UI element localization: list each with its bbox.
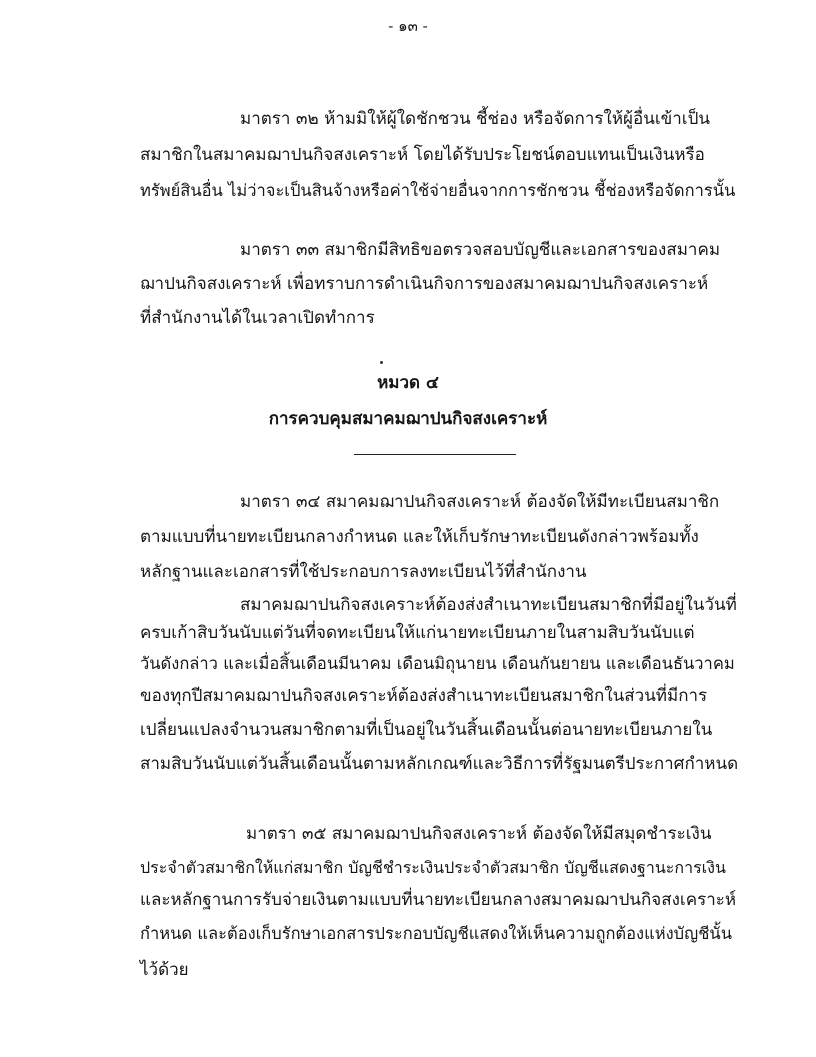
section-34-line-2: ตามแบบที่นายทะเบียนกลางกำหนด และให้เก็บรักษาทะเบียนดังกล่าวพร้อมทั้ง bbox=[140, 527, 699, 547]
chapter-number: หมวด ๔ bbox=[377, 373, 439, 393]
page-number: - ๑๓ - bbox=[388, 17, 428, 35]
section-33-line-3: ที่สำนักงานได้ในเวลาเปิดทำการ bbox=[140, 308, 375, 328]
stray-dot bbox=[380, 361, 383, 364]
section-34-line-1: มาตรา ๓๔ สมาคมฌาปนกิจสงเคราะห์ ต้องจัดให้มีทะเบียนสมาชิก bbox=[240, 492, 720, 512]
section-35-line-2: ประจำตัวสมาชิกให้แก่สมาชิก บัญชีชำระเงินประจำตัวสมาชิก บัญชีแสดงฐานะการเงิน bbox=[140, 858, 726, 877]
chapter-title: การควบคุมสมาคมฌาปนกิจสงเคราะห์ bbox=[268, 409, 548, 429]
section-33-line-1: มาตรา ๓๓ สมาชิกมีสิทธิขอตรวจสอบบัญชีและเอกสารของสมาคม bbox=[240, 240, 721, 260]
section-33-line-2: ฌาปนกิจสงเคราะห์ เพื่อทราบการดำเนินกิจการของสมาคมฌาปนกิจสงเคราะห์ bbox=[140, 274, 709, 294]
section-32-line-2: สมาชิกในสมาคมฌาปนกิจสงเคราะห์ โดยได้รับประโยชน์ตอบแทนเป็นเงินหรือ bbox=[140, 145, 705, 165]
heading-underline bbox=[354, 454, 516, 455]
section-34-line-4: สมาคมฌาปนกิจสงเคราะห์ต้องส่งสำเนาทะเบียนสมาชิกที่มีอยู่ในวันที่ bbox=[240, 595, 737, 615]
section-34-line-6: วันดังกล่าว และเมื่อสิ้นเดือนมีนาคม เดือนมิถุนายน เดือนกันยายน และเดือนธันวาคม bbox=[140, 654, 735, 673]
section-35-line-5: ไว้ด้วย bbox=[140, 960, 189, 980]
section-32-line-3: ทรัพย์สินอื่น ไม่ว่าจะเป็นสินจ้างหรือค่าใช้จ่ายอื่นจากการชักชวน ชี้ช่องหรือจัดการนั้น bbox=[140, 181, 736, 200]
section-34-line-5: ครบเก้าสิบวันนับแต่วันที่จดทะเบียนให้แก่นายทะเบียนภายในสามสิบวันนับแต่ bbox=[140, 623, 695, 643]
section-35-line-3: และหลักฐานการรับจ่ายเงินตามแบบที่นายทะเบียนกลางสมาคมฌาปนกิจสงเคราะห์ bbox=[140, 890, 737, 910]
section-32-line-1: มาตรา ๓๒ ห้ามมิให้ผู้ใดชักชวน ชี้ช่อง หรือจัดการให้ผู้อื่นเข้าเป็น bbox=[240, 109, 711, 129]
section-34-line-7: ของทุกปีสมาคมฌาปนกิจสงเคราะห์ต้องส่งสำเนาทะเบียนสมาชิกในส่วนที่มีการ bbox=[140, 686, 708, 706]
section-35-line-1: มาตรา ๓๕ สมาคมฌาปนกิจสงเคราะห์ ต้องจัดให้มีสมุดชำระเงิน bbox=[246, 824, 712, 844]
section-34-line-9: สามสิบวันนับแต่วันสิ้นเดือนนั้นตามหลักเกณฑ์และวิธีการที่รัฐมนตรีประกาศกำหนด bbox=[140, 754, 739, 774]
section-35-line-4: กำหนด และต้องเก็บรักษาเอกสารประกอบบัญชีแสดงให้เห็นความถูกต้องแห่งบัญชีนั้น bbox=[140, 924, 732, 943]
section-34-line-3: หลักฐานและเอกสารที่ใช้ประกอบการลงทะเบียนไว้ที่สำนักงาน bbox=[140, 562, 587, 582]
section-34-line-8: เปลี่ยนแปลงจำนวนสมาชิกตามที่เป็นอยู่ในวันสิ้นเดือนนั้นต่อนายทะเบียนภายใน bbox=[140, 720, 713, 740]
